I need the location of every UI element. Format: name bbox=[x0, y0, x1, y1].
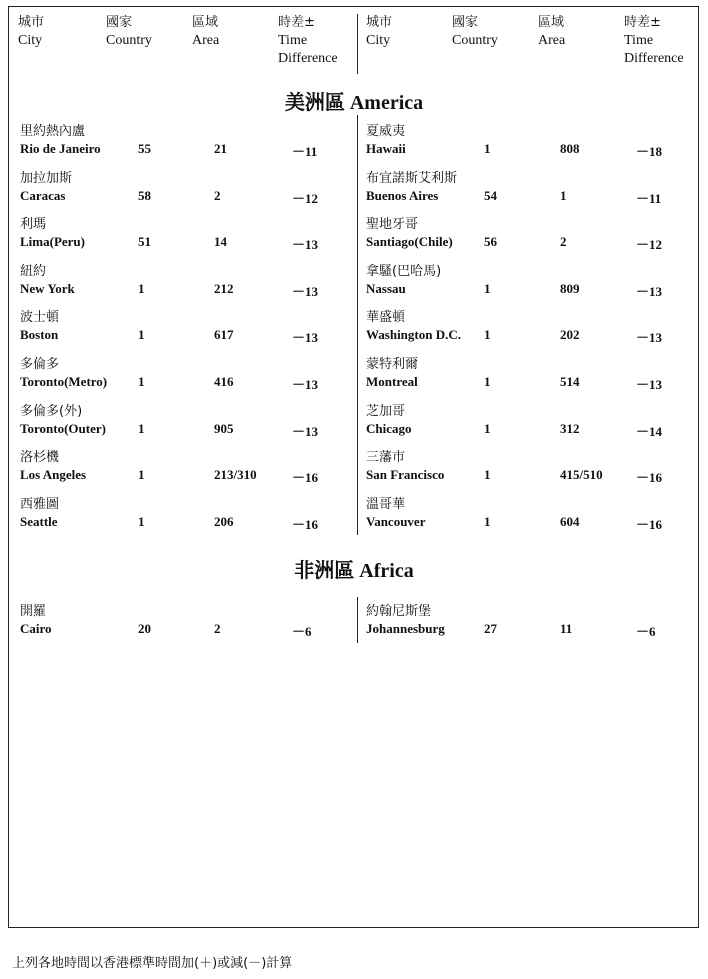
country-code: 1 bbox=[484, 141, 491, 156]
city-name-en: Vancouver bbox=[366, 513, 426, 529]
time-difference: －13 bbox=[636, 377, 663, 392]
city-name-zh: 里約熱內盧 bbox=[20, 124, 86, 139]
africa-divider bbox=[357, 597, 358, 643]
city-name-zh: 開羅 bbox=[20, 604, 47, 619]
city-name-zh: 紐約 bbox=[20, 263, 47, 279]
time-difference: －13 bbox=[636, 283, 663, 299]
country-code: 1 bbox=[138, 513, 145, 529]
city-name-zh: 波士頓 bbox=[20, 310, 60, 326]
city-name-en: Boston bbox=[20, 327, 59, 343]
city-name-zh: 加拉加斯 bbox=[20, 170, 73, 186]
country-code: 1 bbox=[484, 513, 491, 529]
city-name-zh: 約翰尼斯堡 bbox=[366, 604, 432, 619]
city-name-zh: 布宜諾斯艾利斯 bbox=[366, 170, 458, 186]
area-code: 2 bbox=[214, 187, 221, 203]
time-difference: －16 bbox=[292, 470, 319, 486]
time-difference: －14 bbox=[636, 423, 663, 439]
city-name-en: Toronto(Outer) bbox=[20, 420, 106, 436]
country-code: 20 bbox=[138, 621, 151, 636]
time-difference: －13 bbox=[292, 283, 319, 299]
country-code: 51 bbox=[138, 234, 151, 250]
time-difference: －12 bbox=[292, 190, 319, 206]
section-title-africa: 非洲區 Africa bbox=[294, 558, 414, 582]
city-name-zh: 多倫多 bbox=[20, 357, 60, 372]
time-difference: －16 bbox=[636, 516, 663, 532]
header-divider bbox=[357, 14, 358, 74]
time-difference: －13 bbox=[292, 237, 319, 253]
header-timediff-left: 時差± Time Difference bbox=[278, 15, 338, 66]
city-name-en: Buenos Aires bbox=[366, 187, 439, 203]
city-name-en: Washington D.C. bbox=[366, 327, 461, 343]
city-name-en: Nassau bbox=[366, 280, 406, 296]
city-name-en: Seattle bbox=[20, 513, 58, 529]
area-code: 2 bbox=[560, 234, 567, 250]
country-code: 1 bbox=[484, 374, 491, 389]
america-divider bbox=[357, 115, 358, 535]
time-difference: －13 bbox=[292, 330, 319, 346]
city-name-zh: 華盛頓 bbox=[366, 310, 406, 326]
footer-note: 上列各地時間以香港標準時間加(＋)或減(－)計算 bbox=[12, 956, 293, 971]
area-code: 312 bbox=[560, 420, 580, 436]
city-name-zh: 夏威夷 bbox=[366, 124, 406, 139]
city-name-zh: 拿騷(巴哈馬) bbox=[366, 263, 442, 279]
header-city-right: 城市 City bbox=[366, 15, 393, 48]
area-code: 809 bbox=[560, 280, 580, 296]
header-country-right: 國家 Country bbox=[452, 15, 498, 48]
header-timediff-right: 時差± Time Difference bbox=[624, 15, 684, 66]
area-code: 617 bbox=[214, 327, 234, 343]
country-code: 58 bbox=[138, 187, 151, 203]
city-name-zh: 聖地牙哥 bbox=[366, 217, 419, 233]
header-area-left: 區域 Area bbox=[192, 15, 220, 48]
city-name-en: Chicago bbox=[366, 420, 412, 436]
city-name-en: Caracas bbox=[20, 187, 66, 203]
area-code: 21 bbox=[214, 141, 227, 156]
city-name-en: Hawaii bbox=[366, 141, 406, 156]
country-code: 55 bbox=[138, 141, 151, 156]
time-difference: －16 bbox=[636, 470, 663, 486]
country-code: 1 bbox=[138, 327, 145, 343]
city-name-zh: 溫哥華 bbox=[366, 496, 406, 512]
city-name-zh: 洛杉機 bbox=[20, 450, 60, 466]
city-name-en: Toronto(Metro) bbox=[20, 374, 108, 389]
area-code: 202 bbox=[560, 327, 580, 343]
area-code: 11 bbox=[560, 621, 573, 636]
section-title-america: 美洲區 America bbox=[284, 90, 424, 114]
city-name-en: Santiago(Chile) bbox=[366, 234, 453, 250]
city-name-zh: 蒙特利爾 bbox=[366, 357, 419, 372]
city-name-en: Lima(Peru) bbox=[20, 234, 85, 250]
city-name-en: Rio de Janeiro bbox=[20, 141, 101, 156]
area-code: 212 bbox=[214, 280, 234, 296]
country-code: 1 bbox=[138, 420, 145, 436]
time-difference: －13 bbox=[636, 330, 663, 346]
area-code: 416 bbox=[214, 374, 234, 389]
time-difference: －12 bbox=[636, 237, 663, 253]
country-code: 1 bbox=[484, 327, 491, 343]
country-code: 54 bbox=[484, 187, 497, 203]
time-difference: －13 bbox=[292, 377, 319, 392]
city-name-en: Montreal bbox=[366, 374, 418, 389]
time-difference: －18 bbox=[636, 144, 663, 159]
time-difference: －13 bbox=[292, 423, 319, 439]
city-name-en: Johannesburg bbox=[366, 621, 445, 636]
area-code: 14 bbox=[214, 234, 227, 250]
city-name-zh: 利瑪 bbox=[20, 217, 47, 233]
city-name-zh: 西雅圖 bbox=[20, 496, 60, 512]
city-name-zh: 三藩市 bbox=[366, 450, 406, 466]
country-code: 1 bbox=[138, 280, 145, 296]
area-code: 1 bbox=[560, 187, 567, 203]
area-code: 514 bbox=[560, 374, 580, 389]
time-difference: －16 bbox=[292, 516, 319, 532]
country-code: 1 bbox=[138, 467, 145, 483]
city-name-zh: 芝加哥 bbox=[366, 403, 406, 419]
time-difference: －6 bbox=[292, 624, 312, 639]
area-code: 604 bbox=[560, 513, 580, 529]
area-code: 2 bbox=[214, 621, 221, 636]
time-difference: －11 bbox=[292, 144, 318, 159]
header-city-left: 城市 City bbox=[18, 15, 45, 48]
country-code: 56 bbox=[484, 234, 497, 250]
country-code: 1 bbox=[484, 467, 491, 483]
header-area-right: 區域 Area bbox=[538, 15, 566, 48]
city-name-en: New York bbox=[20, 280, 75, 296]
time-difference: －11 bbox=[636, 190, 662, 206]
area-code: 808 bbox=[560, 141, 580, 156]
area-code: 206 bbox=[214, 513, 234, 529]
area-code: 415/510 bbox=[560, 467, 603, 483]
country-code: 27 bbox=[484, 621, 497, 636]
country-code: 1 bbox=[484, 280, 491, 296]
time-difference: －6 bbox=[636, 624, 656, 639]
city-name-en: Los Angeles bbox=[20, 467, 87, 483]
city-name-zh: 多倫多(外) bbox=[20, 403, 83, 419]
area-code: 905 bbox=[214, 420, 234, 436]
area-code: 213/310 bbox=[214, 467, 257, 483]
country-code: 1 bbox=[484, 420, 491, 436]
city-name-en: Cairo bbox=[20, 621, 52, 636]
header-country-left: 國家 Country bbox=[106, 15, 152, 48]
country-code: 1 bbox=[138, 374, 145, 389]
city-name-en: San Francisco bbox=[366, 467, 445, 483]
